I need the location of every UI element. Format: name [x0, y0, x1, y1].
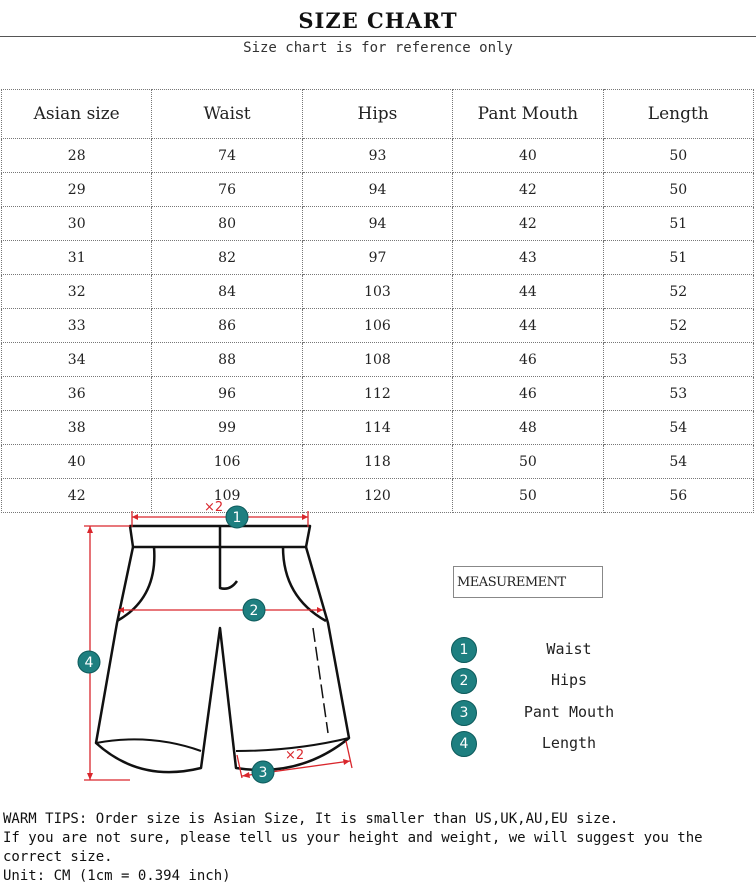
table-cell: 93 — [302, 139, 452, 173]
legend-item-waist — [451, 637, 741, 663]
table-cell: 33 — [2, 309, 152, 343]
table-cell: 84 — [152, 275, 302, 309]
table-cell: 40 — [453, 139, 603, 173]
left-hem — [96, 739, 201, 751]
table-cell: 76 — [152, 173, 302, 207]
table-row — [2, 377, 754, 411]
legend-label: Pant Mouth — [523, 703, 615, 721]
table-row — [2, 275, 754, 309]
shorts-body — [96, 547, 349, 772]
table-cell: 106 — [302, 309, 452, 343]
table-cell: 108 — [302, 343, 452, 377]
table-cell: 28 — [2, 139, 152, 173]
legend-badge: 3 — [451, 700, 477, 726]
marker-3-number: 3 — [258, 765, 268, 781]
table-cell: 51 — [603, 241, 753, 275]
tips-line-1: WARM TIPS: Order size is Asian Size, It is smaller than US,UK,AU,EU size. — [3, 811, 619, 827]
table-cell: 96 — [152, 377, 302, 411]
legend-label: Waist — [546, 640, 592, 658]
column-header: Pant Mouth — [453, 90, 603, 139]
shorts-diagram — [70, 493, 370, 793]
column-header: Hips — [302, 90, 452, 139]
tips-line-2: If you are not sure, please tell us your height and weight, we will suggest you the correct size. — [3, 830, 703, 865]
table-cell: 86 — [152, 309, 302, 343]
table-cell: 82 — [152, 241, 302, 275]
table-cell: 38 — [2, 411, 152, 445]
marker-1-number: 1 — [232, 510, 242, 526]
table-row — [2, 445, 754, 479]
fly-line — [220, 526, 237, 589]
shorts-outline — [96, 526, 349, 772]
table-cell: 118 — [302, 445, 452, 479]
legend-badge: 1 — [451, 637, 477, 663]
legend-badge: 2 — [451, 668, 477, 694]
table-cell: 103 — [302, 275, 452, 309]
table-cell: 80 — [152, 207, 302, 241]
table-header-row — [2, 90, 754, 139]
table-cell: 42 — [453, 207, 603, 241]
table-cell: 46 — [453, 343, 603, 377]
size-table — [1, 89, 754, 513]
table-row — [2, 139, 754, 173]
legend-item-hips — [451, 668, 741, 694]
table-cell: 29 — [2, 173, 152, 207]
table-cell: 120 — [302, 479, 452, 513]
table-cell: 50 — [453, 479, 603, 513]
table-cell: 53 — [603, 343, 753, 377]
marker-4 — [78, 651, 100, 673]
table-cell: 52 — [603, 275, 753, 309]
table-cell: 50 — [603, 173, 753, 207]
marker-2 — [243, 599, 265, 621]
column-header: Waist — [152, 90, 302, 139]
waist-multiplier: ×2 — [204, 500, 224, 515]
marker-4-number: 4 — [84, 655, 94, 671]
legend-item-pant-mouth — [451, 700, 741, 726]
table-cell: 34 — [2, 343, 152, 377]
table-cell: 54 — [603, 411, 753, 445]
table-cell: 40 — [2, 445, 152, 479]
table-cell: 48 — [453, 411, 603, 445]
table-cell: 42 — [453, 173, 603, 207]
table-cell: 44 — [453, 309, 603, 343]
table-cell: 74 — [152, 139, 302, 173]
table-cell: 42 — [2, 479, 152, 513]
table-body — [2, 139, 754, 513]
table-row — [2, 411, 754, 445]
column-header: Asian size — [2, 90, 152, 139]
page-title: SIZE CHART — [298, 8, 458, 33]
marker-3 — [252, 761, 274, 783]
table-row — [2, 173, 754, 207]
legend-badge: 4 — [451, 731, 477, 757]
table-cell: 112 — [302, 377, 452, 411]
table-cell: 44 — [453, 275, 603, 309]
column-header: Length — [603, 90, 753, 139]
table-cell: 94 — [302, 173, 452, 207]
table-cell: 52 — [603, 309, 753, 343]
table-cell: 109 — [152, 479, 302, 513]
table-cell: 36 — [2, 377, 152, 411]
table-cell: 94 — [302, 207, 452, 241]
legend-label: Length — [541, 734, 597, 752]
table-row — [2, 207, 754, 241]
table-cell: 51 — [603, 207, 753, 241]
page-subtitle: Size chart is for reference only — [243, 40, 513, 56]
measurement-box: MEASUREMENT — [453, 566, 603, 598]
table-cell: 46 — [453, 377, 603, 411]
table-cell: 88 — [152, 343, 302, 377]
table-row — [2, 241, 754, 275]
tips-line-3: Unit: CM (1cm = 0.394 inch) — [3, 868, 231, 884]
table-cell: 53 — [603, 377, 753, 411]
table-cell: 30 — [2, 207, 152, 241]
table-cell: 43 — [453, 241, 603, 275]
table-cell: 50 — [603, 139, 753, 173]
table-cell: 50 — [453, 445, 603, 479]
legend-label: Hips — [550, 671, 588, 689]
mouth-multiplier: ×2 — [285, 748, 305, 763]
marker-2-number: 2 — [249, 603, 259, 619]
table-cell: 99 — [152, 411, 302, 445]
table-cell: 31 — [2, 241, 152, 275]
table-row — [2, 343, 754, 377]
warm-tips — [3, 810, 753, 886]
table-cell: 54 — [603, 445, 753, 479]
marker-1 — [226, 506, 248, 528]
legend-item-length — [451, 731, 741, 757]
table-cell: 56 — [603, 479, 753, 513]
table-cell: 106 — [152, 445, 302, 479]
title-divider — [0, 36, 756, 37]
table-row — [2, 309, 754, 343]
table-cell: 114 — [302, 411, 452, 445]
table-cell: 32 — [2, 275, 152, 309]
side-stitch — [313, 628, 328, 733]
table-cell: 97 — [302, 241, 452, 275]
